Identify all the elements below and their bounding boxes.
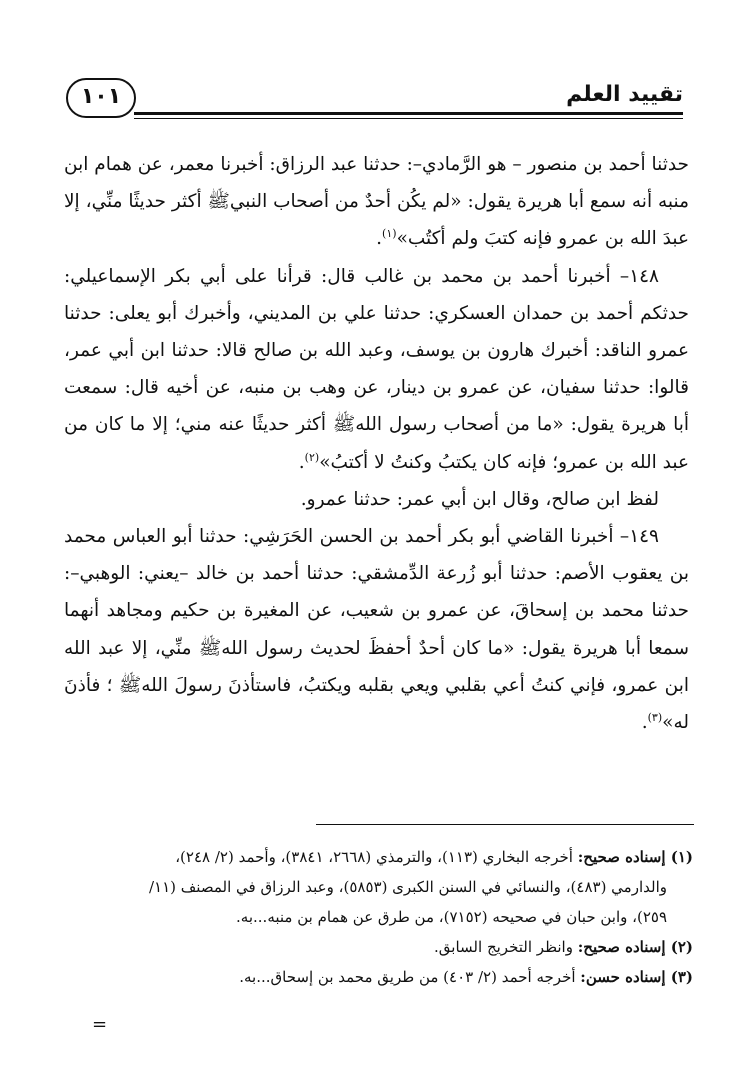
footnote-ref-1[interactable]: (١) [382,227,397,241]
footnote-label: (١) إسناده صحيح: [577,848,693,866]
text-line: لفظ ابن صالح، وقال ابن أبي عمر: حدثنا عمرو. [300,488,659,510]
text-line: ١٤٨– أخبرنا أحمد بن محمد بن غالب قال: قرأنا على أبي بكر الإسماعيلي: [64,265,659,287]
header-rule [134,112,683,115]
text-line: محمد بن يعقوب الأصم: حدثنا أبو زُرعة الدِّمشقي: حدثنا أحمد بن خالد –يعني: [64,526,689,585]
page-number-badge: ١٠١ [66,78,136,118]
text-line: حدثنا أحمد بن منصور – هو الرَّمادي–: حدثنا عبد الرزاق: أخبرنا معمر، عن همام [94,154,689,175]
text-line: ابن عمرو، فإني كنتُ أعي بقلبي ويعي بقلبه ويكتبُ، فاستأذنَ رسولَ اللهﷺ ؛ فأذنَ [64,674,689,696]
text-line: قالوا: حدثنا سفيان، عن عمرو بن دينار، عن وهب بن منبه، عن أخيه قال: سمعت [64,377,689,399]
running-title: تقييد العلم [566,82,683,107]
text-line: ابن منبه أنه سمع أبا هريرة يقول: «لم يكُن أحدٌ من أصحاب النبيﷺ أكثر حديثًا [64,154,689,213]
footnote-1-cont: والدارمي (٤٨٣)، والنسائي في السنن الكبرى (٥٨٥٣)، وعبد الرزاق في المصنف (١١/ [148,878,667,896]
footnotes [64,842,693,992]
footnote-ref-2[interactable]: (٢) [304,450,320,464]
continuation-mark: = [92,1014,108,1035]
footnote-ref-3[interactable]: (٣) [647,710,663,724]
footnote-1-cont: ٢٥٩)، وابن حبان في صحيحه (٧١٥٢)، من طرق عن همام بن منبه...به. [236,908,667,926]
header-rule-thin [134,118,683,119]
page-header [62,74,683,124]
text-line: منِّي، إلا عبدَ الله بن عمرو فإنه كتبَ ولم أكتُب» [64,191,689,250]
paragraph-hadith-148: ١٤٨– أخبرنا أحمد بن محمد بن غالب قال: قرأنا على أبي بكر الإسماعيلي: حدثكم أحمد بن حمدان العسكري: حدثنا علي بن المديني، وأخبرك أبو يعلى: حدثنا عمرو الناقد: أخبرك هارون بن يوسف، وعبد الله بن صالح قالا: حدثنا ابن أبي عمر، قالوا: حدثنا سفيان، عن عمرو بن دينار، عن وهب بن منبه، عن أخيه قال: سمعت أبا هريرة يقول: «ما من أصحاب رسول اللهﷺ أكثر حديثًا عنه مني؛ إلا ما كان من عبد الله بن عمرو؛ فإنه كان يكتبُ وكنتُ لا أكتبُ»$^{(٢)}$. [64,265,689,473]
main-text [64,146,689,741]
text-line: الوهبي–: حدثنا محمد بن إسحاقَ، عن عمرو بن شعيب، عن المغيرة بن حكيم ومجاهد [64,563,689,622]
text-line: ١٤٩– أخبرنا القاضي أبو بكر أحمد بن الحسن الحَرَشِي: حدثنا أبو العباس [112,526,659,548]
paragraph-hadith-149: ١٤٩– أخبرنا القاضي أبو بكر أحمد بن الحسن الحَرَشِي: حدثنا أبو العباس محمد بن يعقوب الأصم: حدثنا أبو زُرعة الدِّمشقي: حدثنا أحمد بن خالد –يعني: الوهبي–: حدثنا محمد بن إسحاقَ، عن عمرو بن شعيب، عن المغيرة بن حكيم ومجاهد أنهما سمعا أبا هريرة يقول: «ما كان أحدٌ أحفظَ لحديث رسول اللهﷺ منِّي، إلا عبد الله ابن عمرو، فإني كنتُ أعي بقلبي ويعي بقلبه ويكتبُ، فاستأذنَ رسولَ اللهﷺ ؛ فأذنَ له»$^{(٣)}$. [64,526,689,734]
footnote-label: (٢) إسناده صحيح: [577,938,693,956]
footnote-2: (٢) إسناده صحيح: وانظر التخريج السابق. [434,938,693,956]
text-line: عمرو الناقد: أخبرك هارون بن يوسف، وعبد الله بن صالح قالا: حدثنا ابن أبي عمر، [64,340,689,362]
footnote-3: (٣) إسناده حسن: أخرجه أحمد (٢/ ٤٠٣) من طريق محمد بن إسحاق...به. [239,968,693,986]
text-line: أبا هريرة يقول: «ما من أصحاب رسول اللهﷺ أكثر حديثًا عنه مني؛ إلا ما كان من [64,414,689,436]
text-line: أنهما سمعا أبا هريرة يقول: «ما كان أحدٌ أحفظَ لحديث رسول اللهﷺ منِّي، إلا عبد الله [64,600,689,659]
paragraph-note [64,481,689,518]
footnote-label: (٣) إسناده حسن: [580,968,693,986]
text-line: له» [662,712,689,734]
text-line: حدثكم أحمد بن حمدان العسكري: حدثنا علي بن المديني، وأخبرك أبو يعلى: حدثنا [64,302,689,324]
footnote-separator [316,824,694,825]
text-line: عبد الله بن عمرو؛ فإنه كان يكتبُ وكنتُ لا أكتبُ» [319,451,689,473]
footnote-1: (١) إسناده صحيح: أخرجه البخاري (١١٣)، والترمذي (٢٦٦٨، ٣٨٤١)، وأحمد (٢/ ٢٤٨)، [175,848,693,866]
paragraph-1: حدثنا أحمد بن منصور – هو الرَّمادي–: حدثنا عبد الرزاق: أخبرنا معمر، عن همام ابن منبه أنه سمع أبا هريرة يقول: «لم يكُن أحدٌ من أصحاب النبيﷺ أكثر حديثًا منِّي، إلا عبدَ الله بن عمرو فإنه كتبَ ولم أكتُب»$^{(١)}$. [64,154,689,250]
